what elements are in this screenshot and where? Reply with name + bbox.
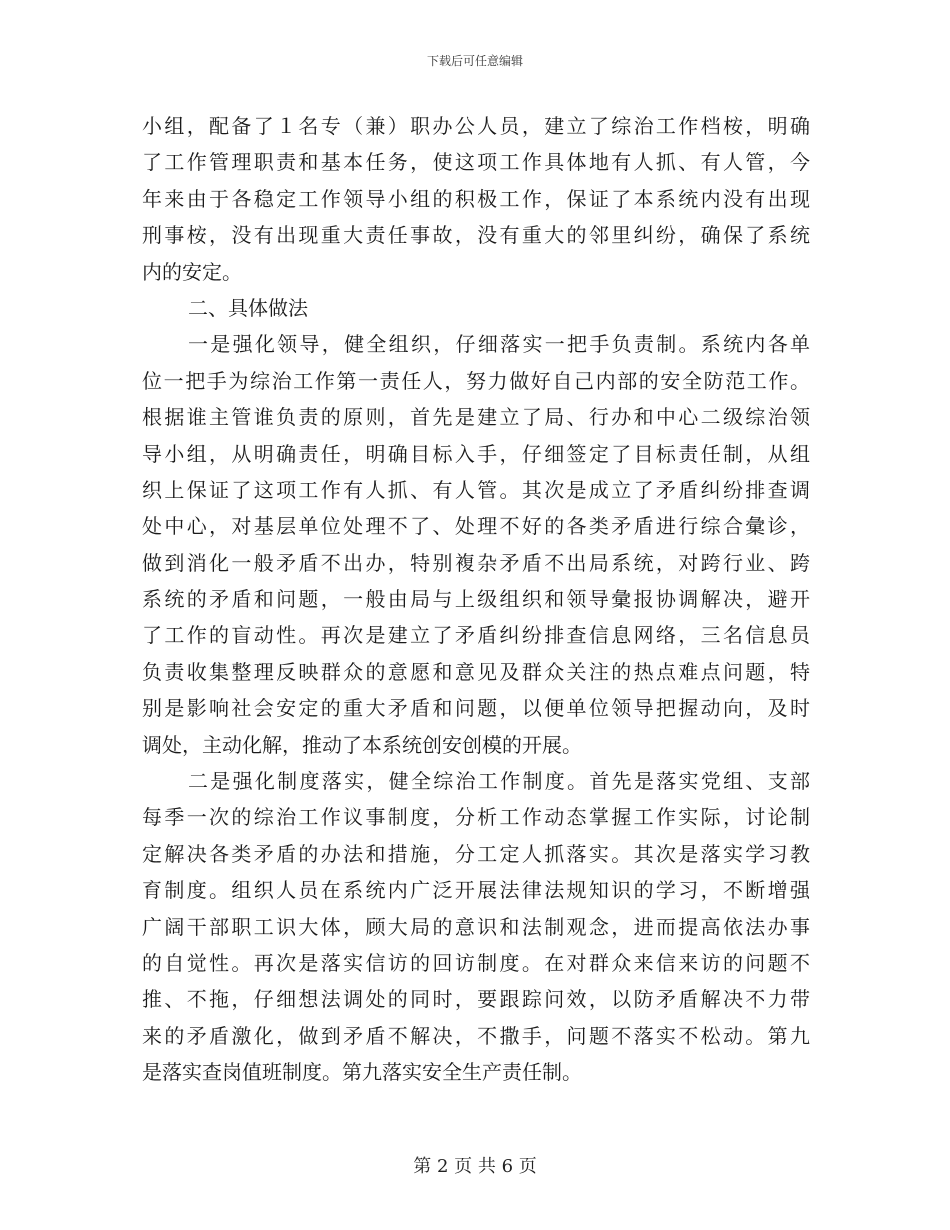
- paragraph: [142, 763, 810, 1091]
- text-line: 二是强化制度落实，健全综治工作制度。首先是落实党组、支部: [188, 769, 810, 794]
- paragraph: [142, 326, 810, 763]
- text-line: 别是影响社会安定的重大矛盾和问题，以便单位领导把握动向，及时: [142, 696, 810, 721]
- text-line: 根据谁主管谁负责的原则，首先是建立了局、行办和中心二级综治领: [142, 405, 810, 430]
- section-heading: [142, 290, 810, 326]
- text-line: 年来由于各稳定工作领导小组的积极工作，保证了本系统内没有出现: [142, 186, 810, 211]
- text-line: 定解决各类矛盾的办法和措施，分工定人抓落实。其次是落实学习教: [142, 841, 810, 866]
- document-body: [142, 108, 810, 1091]
- text-line: 来的矛盾激化，做到矛盾不解决，不撒手，问题不落实不松动。第九: [142, 1023, 810, 1048]
- text-line: 负责收集整理反映群众的意愿和意见及群众关注的热点难点问题，特: [142, 659, 810, 684]
- text-line: 小组，配备了１名专（兼）职办公人员，建立了综治工作档桉，明确: [142, 114, 810, 138]
- text-line: 的自觉性。再次是落实信访的回访制度。在对群众来信来访的问题不: [142, 950, 810, 975]
- page-header: 下载后可任意编辑: [426, 54, 523, 68]
- text-line: 处中心，对基层单位处理不了、处理不好的各类矛盾进行综合彙诊，: [142, 514, 810, 539]
- text-line: 调处，主动化解，推动了本系统创安创模的开展。: [142, 732, 582, 757]
- text-line: 织上保证了这项工作有人抓、有人管。其次是成立了矛盾纠纷排查调: [142, 477, 810, 502]
- text-line: 做到消化一般矛盾不出办，特别複杂矛盾不出局系统，对跨行业、跨: [142, 550, 810, 575]
- text-line: 刑事桉，没有出现重大责任事故，没有重大的邻里纠纷，确保了系统: [142, 223, 810, 248]
- text-line: 广阔干部职工识大体，顾大局的意识和法制观念，进而提高依法办事: [142, 914, 810, 939]
- text-line: 位一把手为综治工作第一责任人，努力做好自己内部的安全防范工作。: [142, 368, 810, 393]
- text-line: 每季一次的综治工作议事制度，分析工作动态掌握工作实际，讨论制: [142, 805, 810, 830]
- text-line: 了工作管理职责和基本任务，使这项工作具体地有人抓、有人管，今: [142, 150, 810, 175]
- page-footer: 第 2 页 共 6 页: [413, 1156, 537, 1177]
- text-line: 是落实查岗值班制度。第九落实安全生产责任制。: [142, 1060, 582, 1085]
- text-line: 育制度。组织人员在系统内广泛开展法律法规知识的学习，不断增强: [142, 878, 810, 903]
- text-line: 系统的矛盾和问题，一般由局与上级组织和领导彙报协调解决，避开: [142, 587, 810, 612]
- text-line: 了工作的盲动性。再次是建立了矛盾纠纷排查信息网络，三名信息员: [142, 623, 810, 648]
- text-line: 导小组，从明确责任，明确目标入手，仔细签定了目标责任制，从组: [142, 441, 810, 466]
- text-line: 推、不拖，仔细想法调处的同时，要跟踪问效，以防矛盾解决不力带: [142, 987, 810, 1012]
- text-line: 一是强化领导，健全组织，仔细落实一把手负责制。系统内各单: [188, 332, 810, 357]
- heading-line: 二、具体做法: [188, 295, 308, 320]
- text-line: 内的安定。: [142, 259, 242, 284]
- paragraph: [142, 108, 810, 290]
